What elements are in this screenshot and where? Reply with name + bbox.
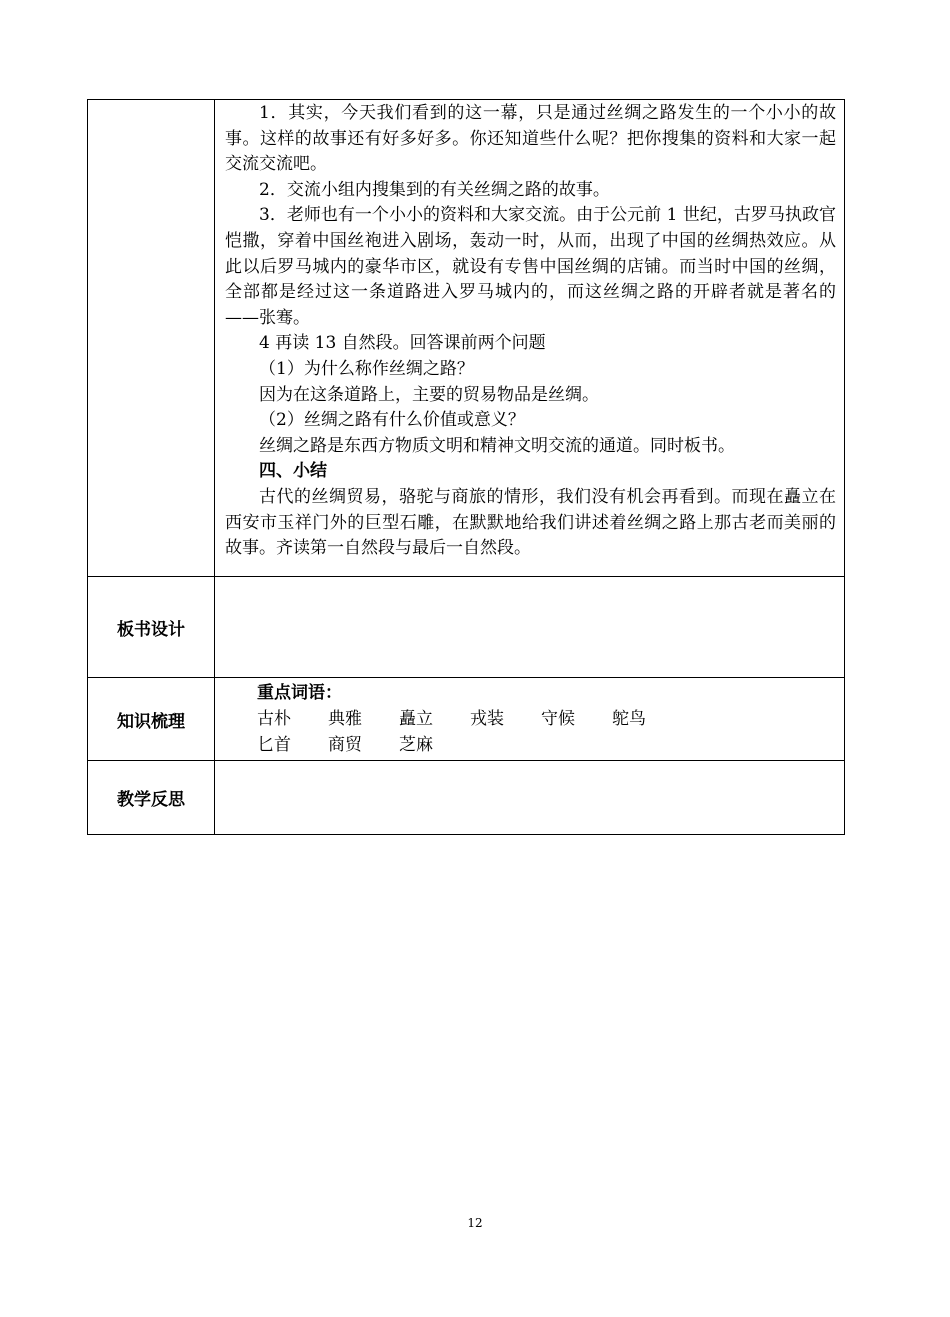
board-design-cell [215, 577, 845, 678]
keyword: 典雅 [328, 709, 362, 729]
reflection-row [88, 761, 845, 835]
knowledge-cell [215, 678, 845, 761]
keyword: 鸵鸟 [612, 709, 646, 729]
page-number: 12 [467, 1216, 483, 1230]
summary-text: 古代的丝绸贸易，骆驼与商旅的情形，我们没有机会再看到。而现在矗立在西安市玉祥门外的巨型石雕，在默默地给我们讲述着丝绸之路上那古老而美丽的故事。齐读第一自然段与最后一自然段。 [225, 486, 836, 559]
keyword: 商贸 [328, 735, 362, 755]
paragraph-4: 4 再读 13 自然段。回答课前两个问题 [259, 333, 546, 354]
keyword: 矗立 [399, 709, 433, 729]
keywords-row-2 [257, 732, 836, 758]
paragraph-2: 2．交流小组内搜集到的有关丝绸之路的故事。 [259, 179, 610, 200]
keyword: 守候 [541, 709, 575, 729]
lesson-content-cell [215, 100, 845, 577]
summary-heading: 四、小结 [259, 461, 327, 482]
reflection-label: 教学反思 [88, 761, 215, 835]
board-design-label: 板书设计 [88, 577, 215, 678]
lesson-content-label-cell [88, 100, 215, 577]
knowledge-label: 知识梳理 [88, 678, 215, 761]
keyword: 匕首 [257, 735, 291, 755]
lesson-content [215, 100, 844, 564]
keywords-row-1 [257, 706, 836, 732]
keywords-block [215, 678, 844, 760]
keyword: 芝麻 [399, 735, 433, 755]
question-1: （1）为什么称作丝绸之路？ [259, 358, 474, 379]
paragraph-1: 1．其实，今天我们看到的这一幕，只是通过丝绸之路发生的一个小小的故事。这样的故事还有好多好多。你还知道些什么呢？把你搜集的资料和大家一起交流交流吧。 [225, 103, 836, 175]
reflection-cell [215, 761, 845, 835]
keyword: 古朴 [257, 709, 291, 729]
knowledge-row [88, 678, 845, 761]
keyword: 戎装 [470, 709, 504, 729]
answer-2: 丝绸之路是东西方物质文明和精神文明交流的通道。同时板书。 [259, 435, 735, 456]
question-2: （2）丝绸之路有什么价值或意义？ [259, 410, 525, 431]
lesson-plan-table [87, 99, 845, 835]
board-design-row [88, 577, 845, 678]
lesson-content-row [88, 100, 845, 577]
answer-1: 因为在这条道路上，主要的贸易物品是丝绸。 [259, 384, 599, 405]
paragraph-3: 3．老师也有一个小小的资料和大家交流。由于公元前 1 世纪，古罗马执政官恺撒，穿着中国丝袍进入剧场，轰动一时，从而，出现了中国的丝绸热效应。从此以后罗马城内的豪华市区，就设有专售中国丝绸的店铺。而当时中国的丝绸，全部都是经过这一条道路进入罗马城内的，而这丝绸之路的开辟者就是著名的——张骞。 [225, 205, 836, 328]
keywords-title: 重点词语： [257, 683, 342, 703]
